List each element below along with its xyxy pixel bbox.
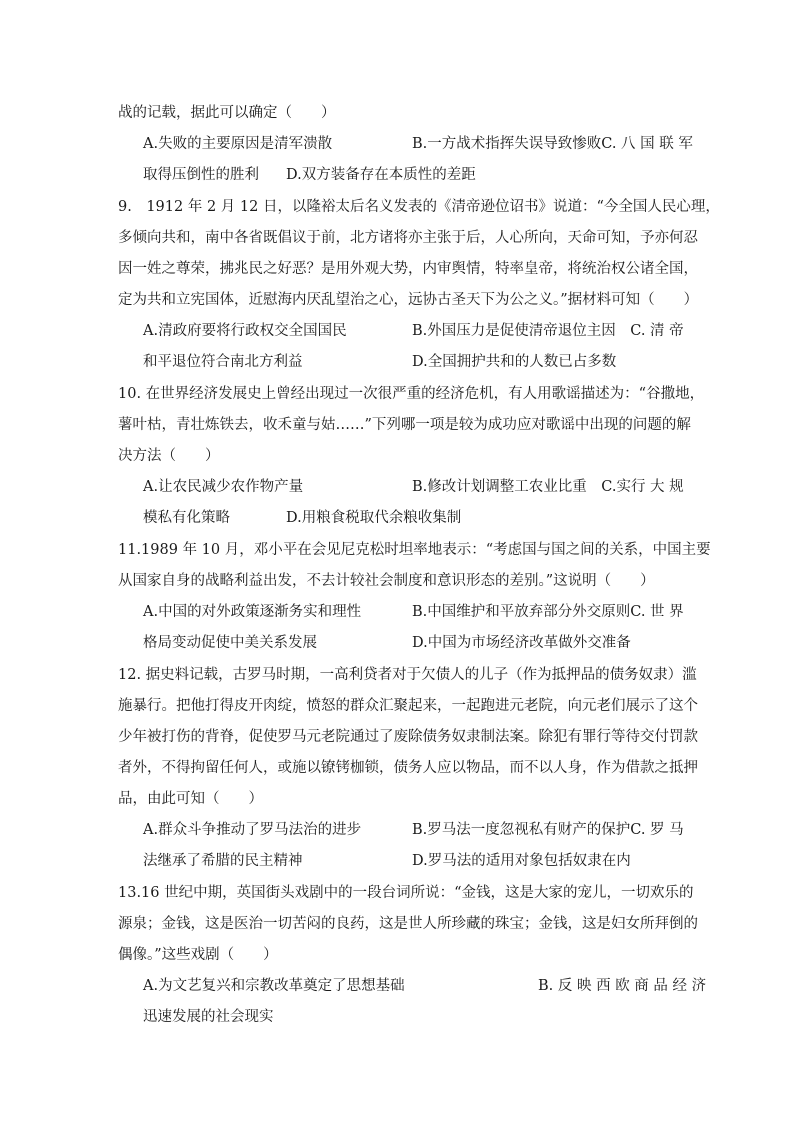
q8-option-d: D.双方装备存在本质性的差距 xyxy=(286,167,476,183)
q12-stem-line-3: 少年被打伤的背脊，促使罗马元老院通过了废除债务奴隶制法案。除犯有罪行等待交付罚款 xyxy=(118,729,698,745)
q10-option-b-c: B.修改计划调整工农业比重 C.实行 大 规 xyxy=(412,479,684,495)
q9-option-a: A.清政府要将行政权交全国国民 xyxy=(143,323,347,339)
q11-option-a: A.中国的对外政策逐渐务实和理性 xyxy=(143,604,362,620)
q10-option-c-cont: 模私有化策略 xyxy=(143,510,230,526)
q11-stem-line-1: 11.1989 年 10 月，邓小平在会见尼克松时坦率地表示：“考虑国与国之间的关系，中国主要 xyxy=(118,542,711,558)
q10-stem-line-3: 决方法（ ） xyxy=(118,448,220,464)
q9-option-d: D.全国拥护共和的人数已占多数 xyxy=(412,354,617,370)
q13-stem-line-1: 13.16 世纪中期，英国街头戏剧中的一段台词所说：“金钱，这是大家的宠儿，一切欢乐的 xyxy=(118,885,694,901)
q12-option-c-cont: 法继承了希腊的民主精神 xyxy=(143,853,303,869)
q11-stem-line-2: 从国家自身的战略利益出发，不去计较社会制度和意识形态的差别。”这说明（ ） xyxy=(118,573,655,589)
q13-option-b: B. 反 映 西 欧 商 品 经 济 xyxy=(538,978,707,994)
q13-option-b-cont: 迅速发展的社会现实 xyxy=(143,1009,274,1025)
q12-stem-line-4: 者外，不得拘留任何人，或施以镣铐枷锁，债务人应以物品，而不以人身，作为借款之抵押 xyxy=(118,760,698,776)
q8-option-b-c: B.一方战术指挥失误导致惨败C. 八 国 联 军 xyxy=(412,136,693,152)
q10-stem-line-2: 薯叶枯，青壮炼铁去，收禾童与姑……”下列哪一项是较为成功应对歌谣中出现的问题的解 xyxy=(118,417,691,433)
q13-stem-line-2: 源泉；金钱，这是医治一切苦闷的良药，这是世人所珍藏的珠宝；金钱，这是妇女所拜倒的 xyxy=(118,916,698,932)
q9-stem-line-1: 9. 1912 年 2 月 12 日，以隆裕太后名义发表的《清帝逊位诏书》说道：“今全国人民心理， xyxy=(118,199,720,215)
q10-stem-line-1: 10. 在世界经济发展史上曾经出现过一次很严重的经济危机，有人用歌谣描述为：“谷撒地， xyxy=(118,386,705,402)
q9-stem-line-2: 多倾向共和，南中各省既倡议于前，北方诸将亦主张于后，人心所向，天命可知，予亦何忍 xyxy=(118,230,698,246)
q12-stem-line-5: 品，由此可知（ ） xyxy=(118,791,263,807)
q11-option-b-c: B.中国维护和平放弃部分外交原则C. 世 界 xyxy=(412,604,684,620)
q12-stem-line-2: 施暴行。把他打得皮开肉绽，愤怒的群众汇聚起来，一起跑进元老院，向元老们展示了这个 xyxy=(118,698,698,714)
q9-stem-line-3: 因一姓之尊荣，拂兆民之好恶？是用外观大势，内审舆情，特率皇帝，将统治权公诸全国， xyxy=(118,261,698,277)
q12-option-d: D.罗马法的适用对象包括奴隶在内 xyxy=(412,853,631,869)
q8-stem-end: 战的记载，据此可以确定（ ） xyxy=(118,105,336,121)
q11-option-c-cont: 格局变动促使中美关系发展 xyxy=(143,635,317,651)
q11-option-d: D.中国为市场经济改革做外交准备 xyxy=(412,635,631,651)
q13-option-a: A.为文艺复兴和宗教改革奠定了思想基础 xyxy=(143,978,405,994)
q9-stem-line-4: 定为共和立宪国体，近慰海内厌乱望治之心，远协古圣天下为公之义。”据材料可知（ ） xyxy=(118,292,699,308)
q9-option-c-cont: 和平退位符合南北方利益 xyxy=(143,354,303,370)
q12-option-a: A.群众斗争推动了罗马法治的进步 xyxy=(143,822,362,838)
q12-option-b-c: B.罗马法一度忽视私有财产的保护C. 罗 马 xyxy=(412,822,684,838)
q13-stem-line-3: 偶像。”这些戏剧（ ） xyxy=(118,947,278,963)
q12-stem-line-1: 12. 据史料记载，古罗马时期，一高利贷者对于欠债人的儿子（作为抵押品的债务奴隶）滥 xyxy=(118,667,697,683)
q10-option-a: A.让农民减少农作物产量 xyxy=(143,479,304,495)
q8-option-a: A.失败的主要原因是清军溃散 xyxy=(143,136,333,152)
q9-option-b-c: B.外国压力是促使清帝退位主因 C. 清 帝 xyxy=(412,323,684,339)
q8-option-c-cont: 取得压倒性的胜利 xyxy=(143,167,259,183)
q10-option-d: D.用粮食税取代余粮收集制 xyxy=(286,510,462,526)
